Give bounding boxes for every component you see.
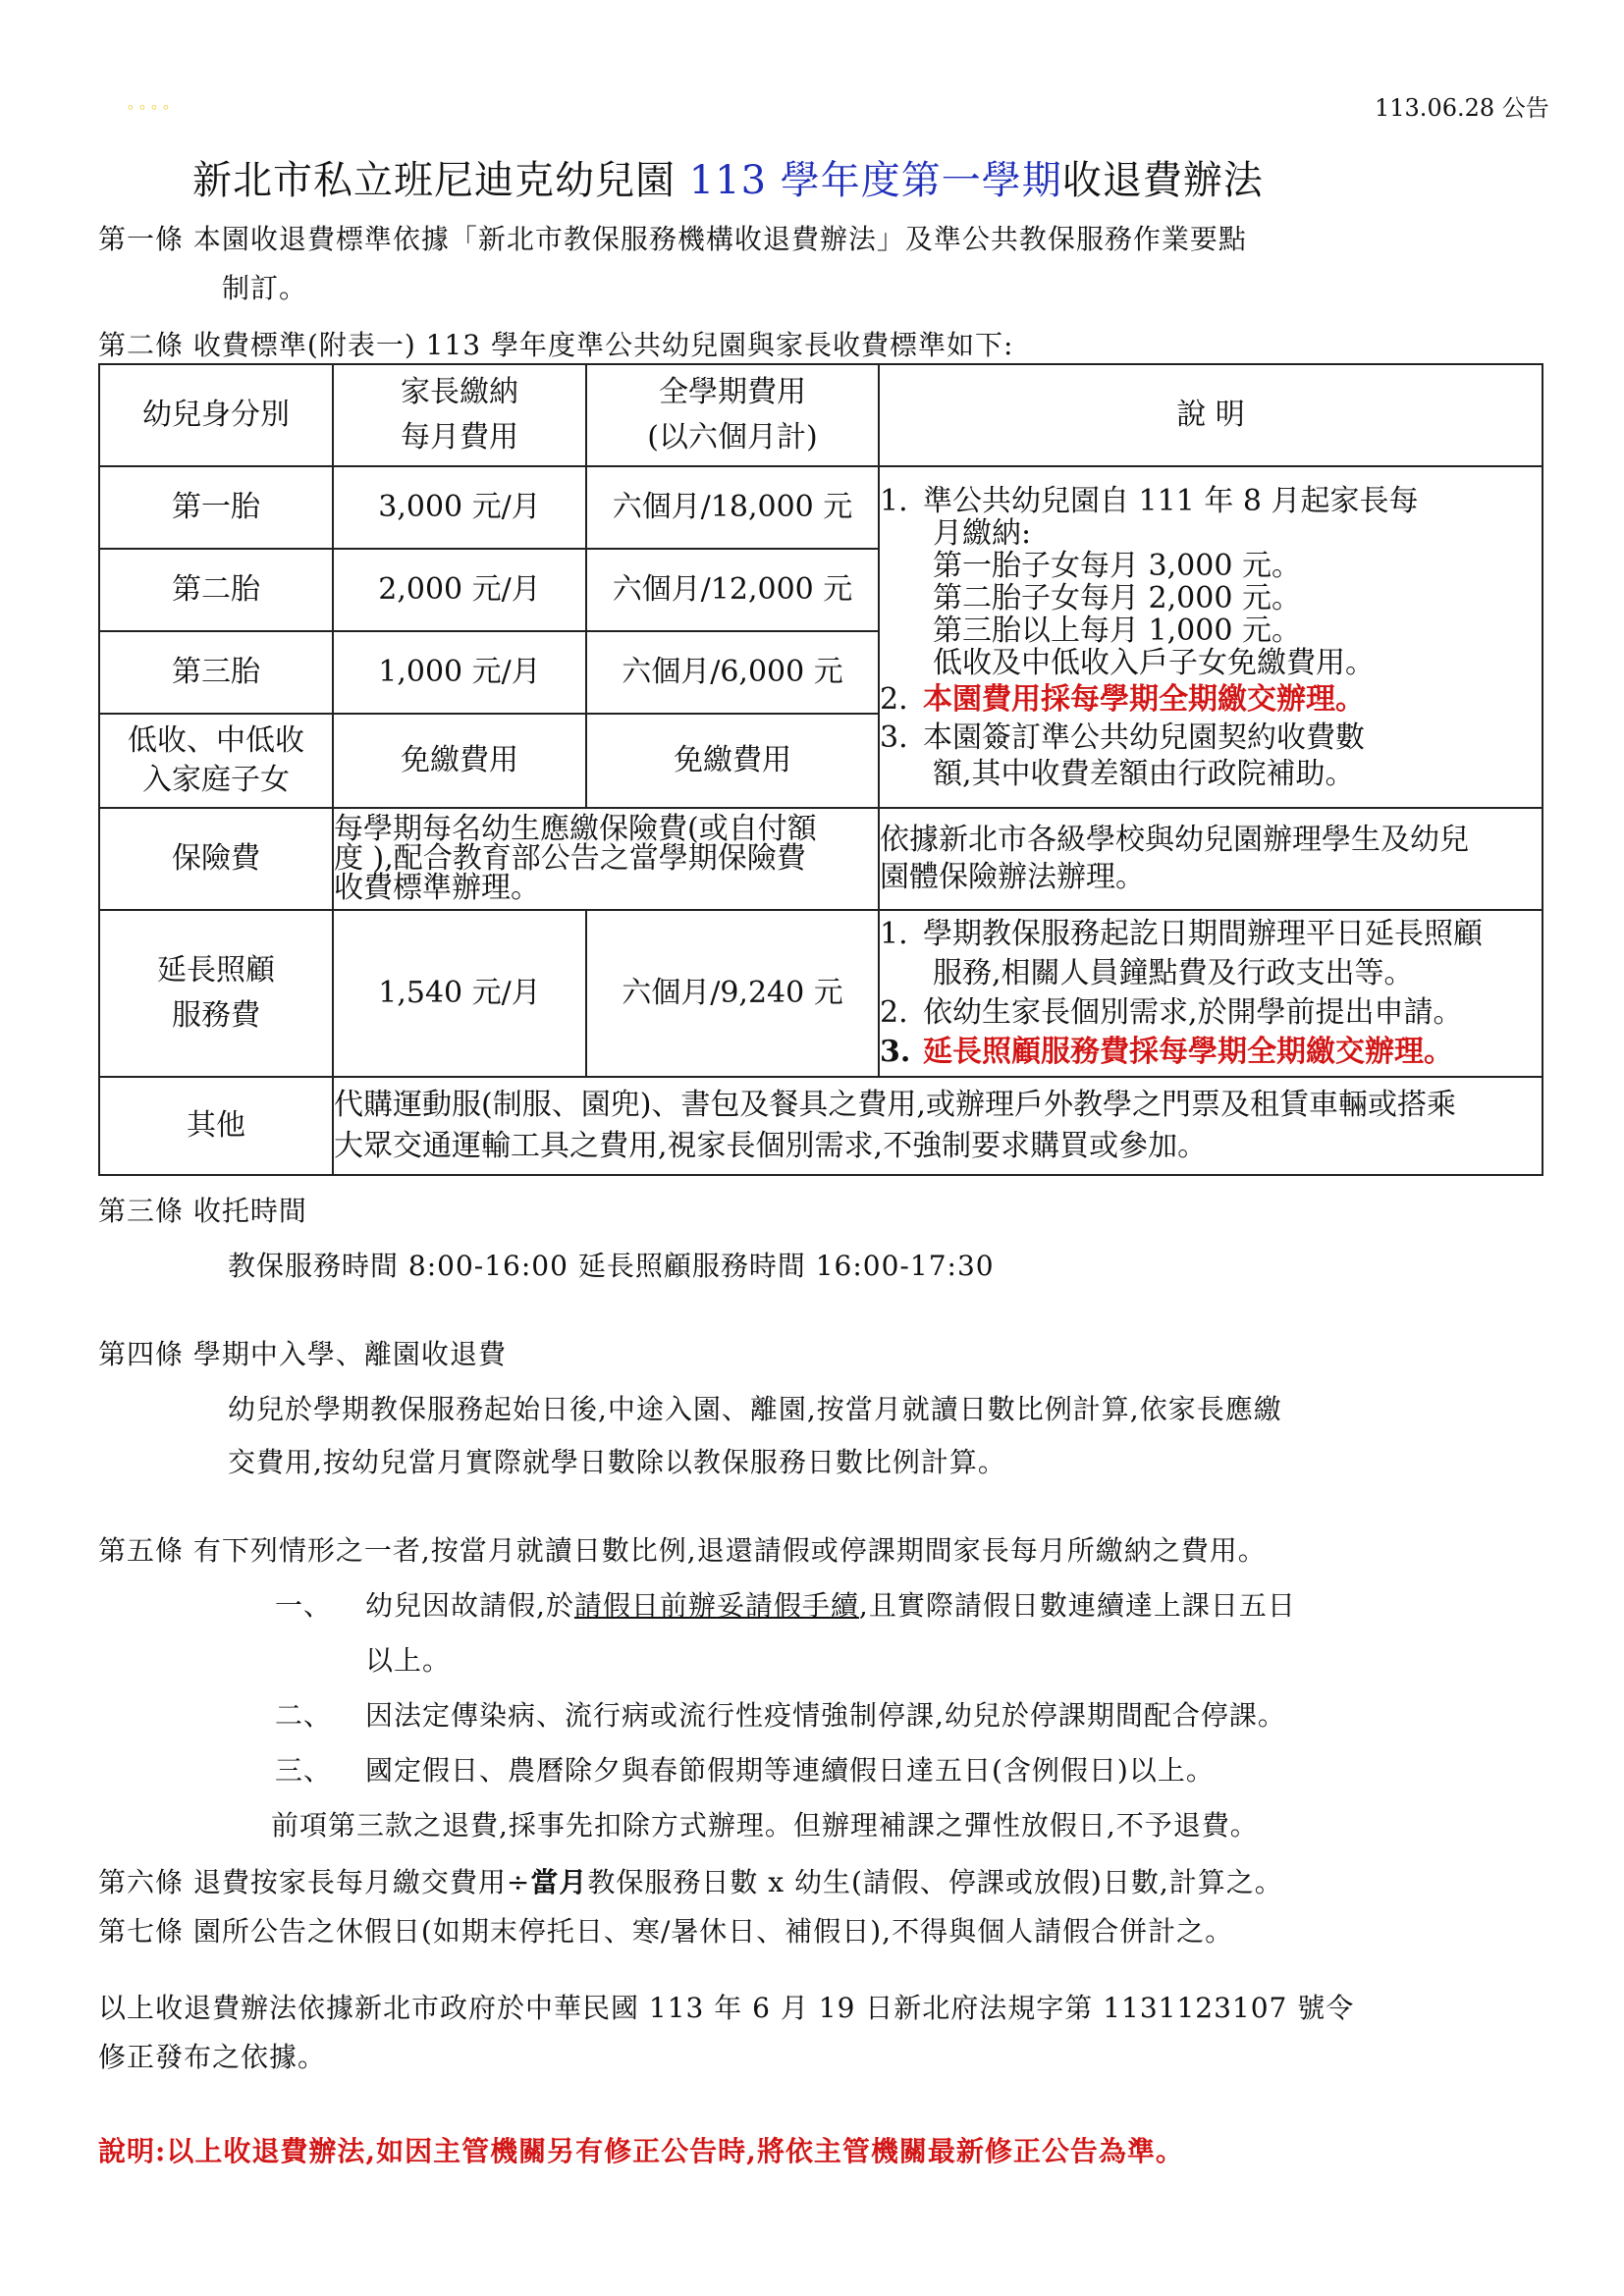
extended-note-3-text: 延長照顧服務費採每學期全期繳交辦理。 xyxy=(923,1035,1453,1069)
insurance-row xyxy=(99,808,1543,910)
extended-note-3-number: 3. xyxy=(880,1035,911,1069)
row-identity: 第三胎 xyxy=(99,631,333,714)
extended-note-1-number: 1. xyxy=(880,917,908,951)
row-identity: 第一胎 xyxy=(99,466,333,549)
extended-care-semester-fee: 六個月/9,240 元 xyxy=(586,910,879,1077)
decorative-dots: 。。。。 xyxy=(128,93,184,112)
insurance-description xyxy=(333,808,879,910)
header-notes: 說 明 xyxy=(879,364,1543,466)
header-semester-line-2: (以六個月計) xyxy=(647,420,818,454)
extended-note-1-line-1: 學期教保服務起訖日期間辦理平日延長照顧 xyxy=(923,917,1483,951)
row-identity xyxy=(99,714,333,808)
article-4-heading: 第四條 學期中入學、離園收退費 xyxy=(98,1338,507,1370)
article-3-body: 教保服務時間 8:00-16:00 延長照顧服務時間 16:00-17:30 xyxy=(228,1250,995,1282)
article-5-heading: 第五條 有下列情形之一者,按當月就讀日數比例,退還請假或停課期間家長每月所繳納之費用。 xyxy=(98,1534,1267,1567)
article-5-item-1-b: ,且實際請假日數連續達上課日五日 xyxy=(858,1589,1296,1622)
row-semester-fee: 六個月/12,000 元 xyxy=(586,549,879,631)
insurance-note-line-1: 依據新北市各級學校與幼兒園辦理學生及幼兒 xyxy=(880,823,1469,857)
note-3-line-1: 本園簽訂準公共幼兒園契約收費數 xyxy=(923,720,1365,755)
insurance-description-line-3: 收費標準辦理。 xyxy=(334,871,540,905)
other-row xyxy=(99,1077,1543,1175)
title-suffix: 收退費辦法 xyxy=(1061,158,1264,203)
note-1-line-3: 第一胎子女每月 3,000 元。 xyxy=(933,548,1301,583)
header-monthly-line-2: 每月費用 xyxy=(401,420,518,454)
row-monthly-fee: 1,000 元/月 xyxy=(333,631,586,714)
article-5-item-1 xyxy=(365,1584,1296,1624)
header-semester xyxy=(586,364,879,466)
insurance-label: 保險費 xyxy=(99,808,333,910)
header-monthly xyxy=(333,364,586,466)
other-description-line-2: 大眾交通運輸工具之費用,視家長個別需求,不強制要求購買或參加。 xyxy=(334,1129,1208,1163)
footnote: 說明:以上收退費辦法,如因主管機關另有修正公告時,將依主管機關最新修正公告為準。 xyxy=(98,2135,1184,2167)
note-1-line-2: 月繳納: xyxy=(933,515,1032,551)
article-3-heading: 第三條 收托時間 xyxy=(98,1195,307,1227)
fee-table xyxy=(98,363,1543,1176)
article-4-line-2: 交費用,按幼兒當月實際就學日數除以教保服務日數比例計算。 xyxy=(228,1446,1006,1478)
insurance-note xyxy=(879,808,1543,910)
note-2-text: 本園費用採每學期全期繳交辦理。 xyxy=(923,681,1365,717)
extended-note-item-2 xyxy=(880,993,1542,1033)
note-item-1 xyxy=(880,485,1542,517)
row-semester-fee: 六個月/6,000 元 xyxy=(586,631,879,714)
article-5-item-3: 國定假日、農曆除夕與春節假期等連續假日達五日(含例假日)以上。 xyxy=(365,1754,1215,1787)
page-title xyxy=(192,149,1264,205)
header-identity: 幼兒身分別 xyxy=(99,364,333,466)
article-5-footer: 前項第三款之退費,採事先扣除方式辦理。但辦理補課之彈性放假日,不予退費。 xyxy=(271,1809,1259,1842)
note-1-number: 1. xyxy=(880,483,908,518)
article-5-item-1-a: 幼兒因故請假,於 xyxy=(365,1589,574,1622)
article-5-item-3-number: 三、 xyxy=(275,1754,333,1787)
header-semester-line-1: 全學期費用 xyxy=(659,375,806,409)
row-identity-line-1: 低收、中低收 xyxy=(128,723,304,758)
extended-care-label-line-2: 服務費 xyxy=(172,998,260,1033)
extended-care-label-line-1: 延長照顧 xyxy=(157,953,275,988)
article-5-item-2: 因法定傳染病、流行病或流行性疫情強制停課,幼兒於停課期間配合停課。 xyxy=(365,1699,1286,1732)
article-6-b: 教保服務日數 x 幼生(請假、停課或放假)日數,計算之。 xyxy=(587,1866,1283,1898)
fee-notes-cell xyxy=(879,466,1543,808)
note-1-line-4: 第二胎子女每月 2,000 元。 xyxy=(933,580,1301,615)
extended-note-item-3 xyxy=(880,1033,1542,1072)
row-monthly-fee: 2,000 元/月 xyxy=(333,549,586,631)
row-monthly-fee: 3,000 元/月 xyxy=(333,466,586,549)
other-description-line-1: 代購運動服(制服、園兜)、書包及餐具之費用,或辦理戶外教學之門票及租賃車輛或搭乘 xyxy=(334,1088,1456,1122)
extended-care-monthly-fee: 1,540 元/月 xyxy=(333,910,586,1077)
other-label: 其他 xyxy=(99,1077,333,1175)
article-5-item-1-number: 一、 xyxy=(275,1589,333,1622)
extended-care-row xyxy=(99,910,1543,1077)
other-description xyxy=(333,1077,1543,1175)
row-semester-fee: 免繳費用 xyxy=(586,714,879,808)
article-6 xyxy=(98,1861,1283,1900)
article-5-item-1-line-2: 以上。 xyxy=(365,1644,452,1677)
title-highlight: 113 學年度第一學期 xyxy=(688,158,1062,203)
note-3-number: 3. xyxy=(880,720,908,755)
row-identity-line-2: 入家庭子女 xyxy=(142,763,290,797)
basis-line-2: 修正發布之依據。 xyxy=(98,2041,327,2073)
extended-care-notes xyxy=(879,910,1543,1077)
extended-care-label xyxy=(99,910,333,1077)
insurance-note-line-2: 園體保險辦法辦理。 xyxy=(880,860,1145,894)
note-2-number: 2. xyxy=(880,681,908,717)
note-item-2 xyxy=(880,683,1542,716)
row-semester-fee: 六個月/18,000 元 xyxy=(586,466,879,549)
article-4-line-1: 幼兒於學期教保服務起始日後,中途入園、離園,按當月就讀日數比例計算,依家長應繳 xyxy=(228,1393,1282,1425)
table-row xyxy=(99,466,1543,549)
extended-note-item-1 xyxy=(880,915,1542,954)
title-prefix: 新北市私立班尼迪克幼兒園 xyxy=(192,158,689,203)
article-7: 第七條 園所公告之休假日(如期末停托日、寒/暑休日、補假日),不得與個人請假合併計之。 xyxy=(98,1915,1234,1948)
note-1-line-6: 低收及中低收入戶子女免繳費用。 xyxy=(933,645,1375,680)
table-header-row xyxy=(99,364,1543,466)
note-3-line-2: 額,其中收費差額由行政院補助。 xyxy=(933,756,1355,791)
note-1-line-5: 第三胎以上每月 1,000 元。 xyxy=(933,613,1301,648)
extended-note-2-number: 2. xyxy=(880,995,908,1030)
article-5-item-1-underlined: 請假日前辦妥請假手續 xyxy=(573,1589,859,1622)
row-monthly-fee: 免繳費用 xyxy=(333,714,586,808)
article-6-a: 第六條 退費按家長每月繳交費用÷ xyxy=(98,1866,531,1898)
header-monthly-line-1: 家長繳納 xyxy=(401,375,518,409)
basis-line-1: 以上收退費辦法依據新北市政府於中華民國 113 年 6 月 19 日新北府法規字第 1131123107 號令 xyxy=(98,1992,1355,2024)
extended-note-2-text: 依幼生家長個別需求,於開學前提出申請。 xyxy=(923,995,1463,1030)
insurance-description-line-2: 度 ),配合教育部公告之當學期保險費 xyxy=(334,841,806,876)
article-6-bold: 當月 xyxy=(530,1866,588,1898)
insurance-description-line-1: 每學期每名幼生應繳保險費(或自付額 xyxy=(334,812,817,846)
extended-note-1-line-2: 服務,相關人員鐘點費及行政支出等。 xyxy=(933,956,1414,990)
article-5-item-2-number: 二、 xyxy=(275,1699,333,1732)
note-item-3 xyxy=(880,721,1542,754)
article-1-line-1: 第一條 本園收退費標準依據「新北市教保服務機構收退費辦法」及準公共教保服務作業要點 xyxy=(98,223,1247,255)
note-1-line-1: 準公共幼兒園自 111 年 8 月起家長每 xyxy=(923,483,1419,518)
article-2-heading: 第二條 收費標準(附表一) 113 學年度準公共幼兒園與家長收費標準如下: xyxy=(98,329,1014,361)
announcement-date: 113.06.28 公告 xyxy=(1375,94,1549,122)
article-1-line-2: 制訂。 xyxy=(222,272,308,304)
row-identity: 第二胎 xyxy=(99,549,333,631)
